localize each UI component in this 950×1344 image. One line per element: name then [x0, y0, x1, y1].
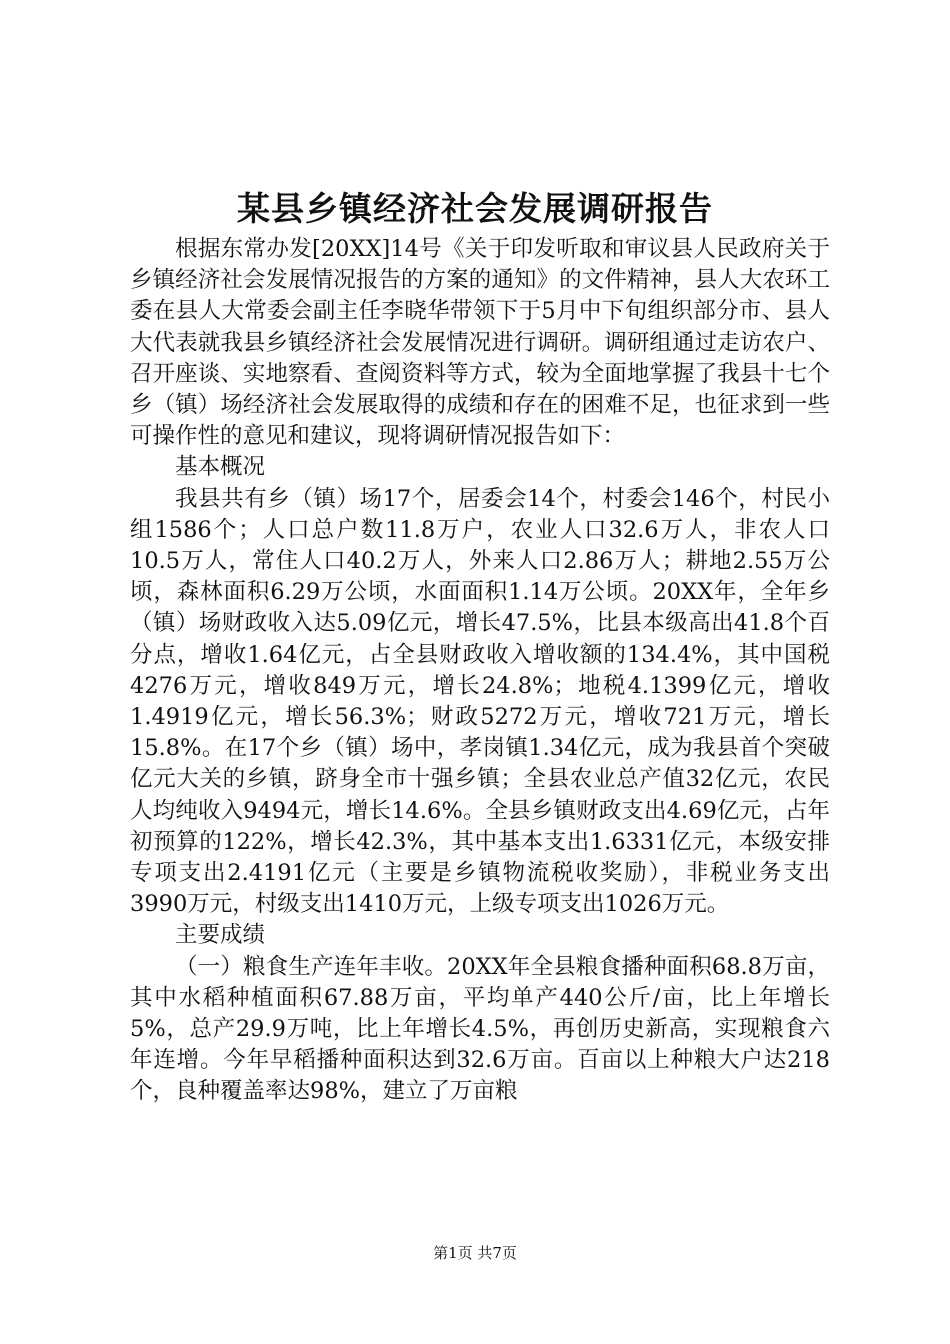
page-title: 某县乡镇经济社会发展调研报告	[237, 189, 713, 228]
overview-paragraph: 我县共有乡（镇）场17个，居委会14个，村委会146个，村民小组1586个；人口总户数11.8万户，农业人口32.6万人，非农人口10.5万人，常住人口40.2万人，外来人口2.86万人；耕地2.55万公顷，森林面积6.29万公顷，水面面积1.14万公顷。20XX年，全年乡（镇）场财政收入达5.09亿元，增长47.5%，比县本级高出41.8个百分点，增收1.64亿元，占全县财政收入增收额的134.4%，其中国税4276万元，增收849万元，增长24.8%；地税4.1399亿元，增收1.4919亿元，增长56.3%；财政5272万元，增收721万元，增长15.8%。在17个乡（镇）场中，孝岗镇1.34亿元，成为我县首个突破亿元大关的乡镇，跻身全市十强乡镇；全县农业总产值32亿元，农民人均纯收入9494元，增长14.6%。全县乡镇财政支出4.69亿元，占年初预算的122%，增长42.3%，其中基本支出1.6331亿元，本级安排专项支出2.4191亿元（主要是乡镇物流税收奖励），非税业务支出3990万元，村级支出1410万元，上级专项支出1026万元。	[130, 485, 830, 918]
achievement-paragraph: （一）粮食生产连年丰收。20XX年全县粮食播种面积68.8万亩，其中水稻种植面积67.88万亩，平均单产440公斤/亩，比上年增长5%，总产29.9万吨，比上年增长4.5%，再创历史新高，实现粮食六年连增。今年早稻播种面积达到32.6万亩。百亩以上种粮大户达218个，良种覆盖率达98%，建立了万亩粮	[130, 953, 830, 1105]
document-body	[130, 234, 830, 1108]
intro-paragraph: 根据东常办发[20XX]14号《关于印发听取和审议县人民政府关于乡镇经济社会发展情况报告的方案的通知》的文件精神，县人大农环工委在县人大常委会副主任李晓华带领下于5月中下旬组织部分市、县人大代表就我县乡镇经济社会发展情况进行调研。调研组通过走访农户、召开座谈、实地察看、查阅资料等方式，较为全面地掌握了我县十七个乡（镇）场经济社会发展取得的成绩和存在的困难不足，也征求到一些可操作性的意见和建议，现将调研情况报告如下：	[130, 236, 830, 450]
section-heading-overview: 基本概况	[175, 454, 266, 481]
section-heading-achievements: 主要成绩	[175, 922, 266, 949]
page-footer: 第1页 共7页	[433, 1244, 517, 1262]
